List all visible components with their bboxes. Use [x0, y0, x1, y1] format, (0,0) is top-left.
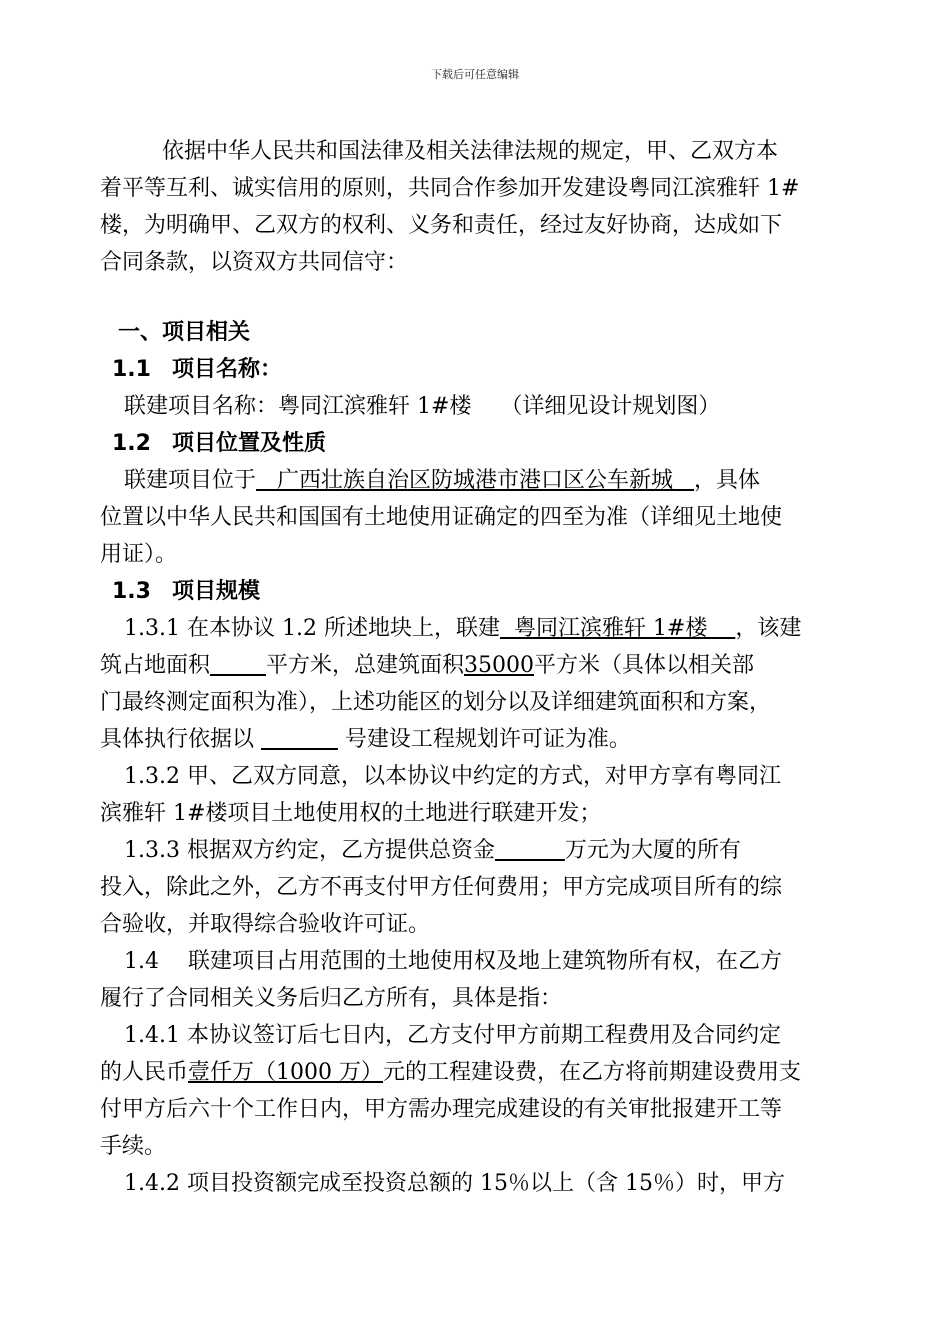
area-field: 35000: [463, 653, 534, 678]
subsection-title: 项目规模: [172, 579, 261, 604]
document-body: [100, 133, 850, 1202]
project-name-line: 联建项目名称：粤同江滨雅轩 1#楼 （详细见设计规划图）: [124, 394, 721, 419]
subsection-title: 项目位置及性质: [172, 431, 327, 456]
clause-line: [100, 610, 850, 647]
subsection-title: 项目名称：: [172, 357, 283, 382]
text-run: 1.3.1 在本协议 1.2 所述地块上，联建: [124, 616, 500, 641]
amount-field: 壹仟万（1000 万）: [188, 1060, 383, 1085]
clause-line: 1.4.1 本协议签订后七日内，乙方支付甲方前期工程费用及合同约定: [124, 1023, 781, 1048]
text-run: 联建项目位于: [124, 468, 257, 493]
intro-line: 楼，为明确甲、乙双方的权利、义务和责任，经过友好协商，达成如下: [100, 213, 783, 238]
subsection-number: 1.1: [112, 357, 151, 382]
clause-line: 手续。: [100, 1134, 167, 1159]
subsection-number: 1.3: [112, 579, 151, 604]
subsection-heading: [100, 573, 850, 610]
text-run: 平方米，总建筑面积: [265, 653, 464, 678]
text-run: ，具体: [693, 468, 760, 493]
clause-line: 投入，除此之外，乙方不再支付甲方任何费用；甲方完成项目所有的综: [100, 875, 783, 900]
text-run: ，该建: [735, 616, 802, 641]
text-run: 具体执行依据以: [100, 727, 261, 752]
intro-line: 着平等互利、诚实信用的原则，共同合作参加开发建设粤同江滨雅轩 1#: [100, 176, 800, 201]
location-line: [100, 462, 850, 499]
location-line: 用证）。: [100, 542, 178, 567]
section-heading: 一、项目相关: [118, 320, 251, 345]
text-run: 的人民币: [100, 1060, 189, 1085]
clause-line: [100, 832, 850, 869]
text-run: 筑占地面积: [100, 653, 211, 678]
project-field: 粤同江滨雅轩 1#楼: [499, 616, 736, 641]
clause-line: [100, 721, 850, 758]
clause-line: [100, 1054, 850, 1091]
blank-field: [210, 653, 266, 678]
intro-paragraph: [100, 133, 850, 281]
text-run: 元的工程建设费，在乙方将前期建设费用支: [383, 1060, 802, 1085]
clause-line: [100, 647, 850, 684]
clause-line: 1.4.2 项目投资额完成至投资总额的 15％以上（含 15％）时，甲方: [124, 1171, 785, 1196]
intro-line: 依据中华人民共和国法律及相关法律法规的规定，甲、乙双方本: [162, 139, 779, 164]
subsection-number: 1.2: [112, 431, 151, 456]
text-run: 号建设工程规划许可证为准。: [337, 727, 631, 752]
text-run: 万元为大厦的所有: [564, 838, 741, 863]
clause-line: 1.4 联建项目占用范围的土地使用权及地上建筑物所有权，在乙方: [124, 949, 782, 974]
clause-line: 1.3.2 甲、乙双方同意，以本协议中约定的方式，对甲方享有粤同江: [124, 764, 781, 789]
clause-line: 门最终测定面积为准），上述功能区的划分以及详细建筑面积和方案，: [100, 690, 772, 715]
page-header: 下载后可任意编辑: [431, 68, 519, 81]
location-field: 广西壮族自治区防城港市港口区公车新城: [256, 468, 694, 493]
location-line: 位置以中华人民共和国国有土地使用证确定的四至为准（详细见土地使: [100, 505, 783, 530]
subsection-heading: [100, 351, 850, 388]
intro-line: 合同条款，以资双方共同信守：: [100, 250, 409, 275]
clause-line: 履行了合同相关义务后归乙方所有，具体是指：: [100, 986, 563, 1011]
blank-field: [495, 838, 565, 863]
clause-line: 滨雅轩 1#楼项目土地使用权的土地进行联建开发；: [100, 801, 602, 826]
clause-line: 合验收，并取得综合验收许可证。: [100, 912, 431, 937]
text-run: 1.3.3 根据双方约定，乙方提供总资金: [124, 838, 495, 863]
blank-field: [261, 727, 338, 752]
clause-line: 付甲方后六十个工作日内，甲方需办理完成建设的有关审批报建开工等: [100, 1097, 783, 1122]
subsection-heading: [100, 425, 850, 462]
text-run: 平方米（具体以相关部: [533, 653, 754, 678]
